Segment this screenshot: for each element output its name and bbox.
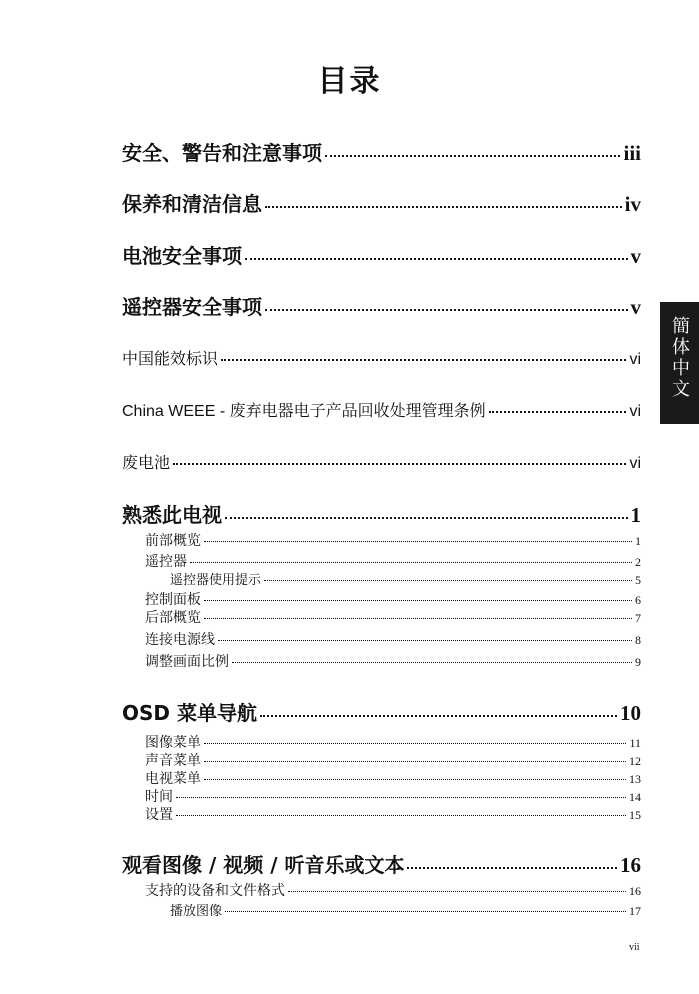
dot-leader: [325, 155, 620, 157]
toc-entry-title: China WEEE - 废弃电器电子产品回收处理管理条例: [122, 403, 486, 420]
language-tab: [660, 302, 699, 424]
dot-leader: [204, 541, 632, 542]
toc-entry-title: 保养和清洁信息: [122, 192, 262, 216]
toc-entry-title: 声音菜单: [145, 753, 201, 769]
dot-leader: [204, 761, 626, 762]
toc-entry-supported-formats[interactable]: [145, 880, 641, 900]
toc-entry-control-panel[interactable]: [145, 589, 641, 609]
toc-entry-title: 观看图像 / 视频 / 听音乐或文本: [122, 853, 405, 877]
dot-leader: [265, 309, 628, 311]
dot-leader: [288, 891, 626, 892]
dot-leader: [204, 779, 626, 780]
toc-entry-title: 安全、警告和注意事项: [122, 141, 322, 165]
toc-entry-setup[interactable]: [145, 804, 641, 824]
toc-entry-energy-label[interactable]: [122, 346, 641, 369]
toc-entry-sound-menu[interactable]: [145, 750, 641, 770]
toc-entry-page: 13: [629, 772, 641, 786]
toc-entry-page: 16: [620, 853, 641, 877]
toc-entry-aspect-ratio[interactable]: [145, 651, 641, 671]
toc-entry-page: v: [630, 295, 641, 319]
toc-entry-title: 控制面板: [145, 592, 201, 608]
dot-leader: [232, 662, 632, 663]
dot-leader: [173, 463, 626, 465]
dot-leader: [176, 797, 626, 798]
toc-entry-title: 时间: [145, 789, 173, 805]
dot-leader: [260, 715, 617, 717]
dot-leader: [218, 640, 632, 641]
toc-entry-page: 1: [630, 503, 641, 527]
dot-leader: [204, 618, 632, 619]
toc-entry-page: 14: [629, 790, 641, 804]
dot-leader: [190, 562, 632, 563]
toc-entry-page: 15: [629, 808, 641, 822]
toc-entry-remote[interactable]: [145, 551, 641, 571]
toc-entry-remote-tips[interactable]: [170, 569, 641, 588]
toc-entry-title: 电视菜单: [145, 771, 201, 787]
toc-entry-title: 支持的设备和文件格式: [145, 883, 285, 899]
toc-entry-title: 遥控器使用提示: [170, 573, 262, 588]
toc-entry-page: 12: [629, 754, 641, 768]
toc-entry-media[interactable]: [122, 849, 641, 878]
toc-entry-page: 8: [635, 633, 641, 647]
dot-leader: [489, 411, 627, 413]
toc-entry-play-pictures[interactable]: [170, 900, 641, 919]
toc-entry-title: 播放图像: [170, 904, 223, 919]
toc-entry-safety[interactable]: [122, 137, 641, 166]
toc-entry-getting-to-know-tv[interactable]: [122, 499, 641, 528]
toc-entry-page: 16: [629, 884, 641, 898]
page-number: vii: [629, 942, 640, 953]
page-title: 目录: [317, 64, 382, 99]
toc-entry-title: 熟悉此电视: [122, 503, 222, 527]
toc-entry-page: iv: [624, 192, 641, 216]
toc-entry-title: 遥控器安全事项: [122, 295, 262, 319]
toc-entry-time[interactable]: [145, 786, 641, 806]
toc-entry-page: 1: [635, 534, 641, 548]
toc-entry-page: 7: [635, 611, 641, 625]
toc-entry-page: vi: [629, 403, 641, 420]
toc-entry-page: 10: [620, 701, 641, 725]
toc-entry-page: v: [630, 244, 641, 268]
toc-entry-care[interactable]: [122, 188, 641, 217]
dot-leader: [264, 580, 632, 581]
toc-entry-china-weee[interactable]: [122, 398, 641, 421]
toc-entry-title: OSD 菜单导航: [122, 701, 257, 725]
toc-entry-page: 11: [629, 736, 641, 750]
toc-entry-title: 设置: [145, 807, 173, 823]
toc-entry-tv-menu[interactable]: [145, 768, 641, 788]
toc-entry-title: 电池安全事项: [122, 244, 242, 268]
toc-entry-title: 中国能效标识: [122, 351, 219, 368]
toc-entry-page: vi: [629, 455, 641, 472]
toc-entry-power-cord[interactable]: [145, 629, 641, 649]
toc-entry-title: 调整画面比例: [145, 654, 229, 670]
toc-entry-title: 遥控器: [145, 554, 187, 570]
toc-entry-page: 9: [635, 655, 641, 669]
dot-leader: [221, 359, 626, 361]
toc-entry-battery-safety[interactable]: [122, 240, 641, 269]
dot-leader: [225, 517, 628, 519]
toc-entry-picture-menu[interactable]: [145, 732, 641, 752]
toc-entry-title: 废电池: [122, 455, 171, 472]
dot-leader: [176, 815, 626, 816]
toc-entry-osd-menu[interactable]: [122, 697, 641, 726]
toc-entry-page: 6: [635, 593, 641, 607]
toc-entry-title: 前部概览: [145, 533, 201, 549]
toc-entry-remote-safety[interactable]: [122, 291, 641, 320]
toc-entry-page: 2: [635, 555, 641, 569]
toc-entry-front-view[interactable]: [145, 530, 641, 550]
toc-entry-page: 5: [635, 573, 641, 587]
toc-entry-title: 连接电源线: [145, 632, 215, 648]
toc-entry-page: vi: [629, 351, 641, 368]
toc-entry-page: iii: [623, 141, 641, 165]
toc-entry-rear-view[interactable]: [145, 607, 641, 627]
toc-entry-page: 17: [629, 904, 641, 918]
dot-leader: [204, 743, 626, 744]
language-tab-label: 簡体中文: [669, 316, 690, 400]
toc-entry-title: 图像菜单: [145, 735, 201, 751]
dot-leader: [245, 258, 628, 260]
toc-entry-title: 后部概览: [145, 610, 201, 626]
dot-leader: [265, 206, 622, 208]
dot-leader: [204, 600, 632, 601]
toc-entry-waste-battery[interactable]: [122, 450, 641, 473]
dot-leader: [225, 911, 626, 912]
dot-leader: [407, 867, 617, 869]
